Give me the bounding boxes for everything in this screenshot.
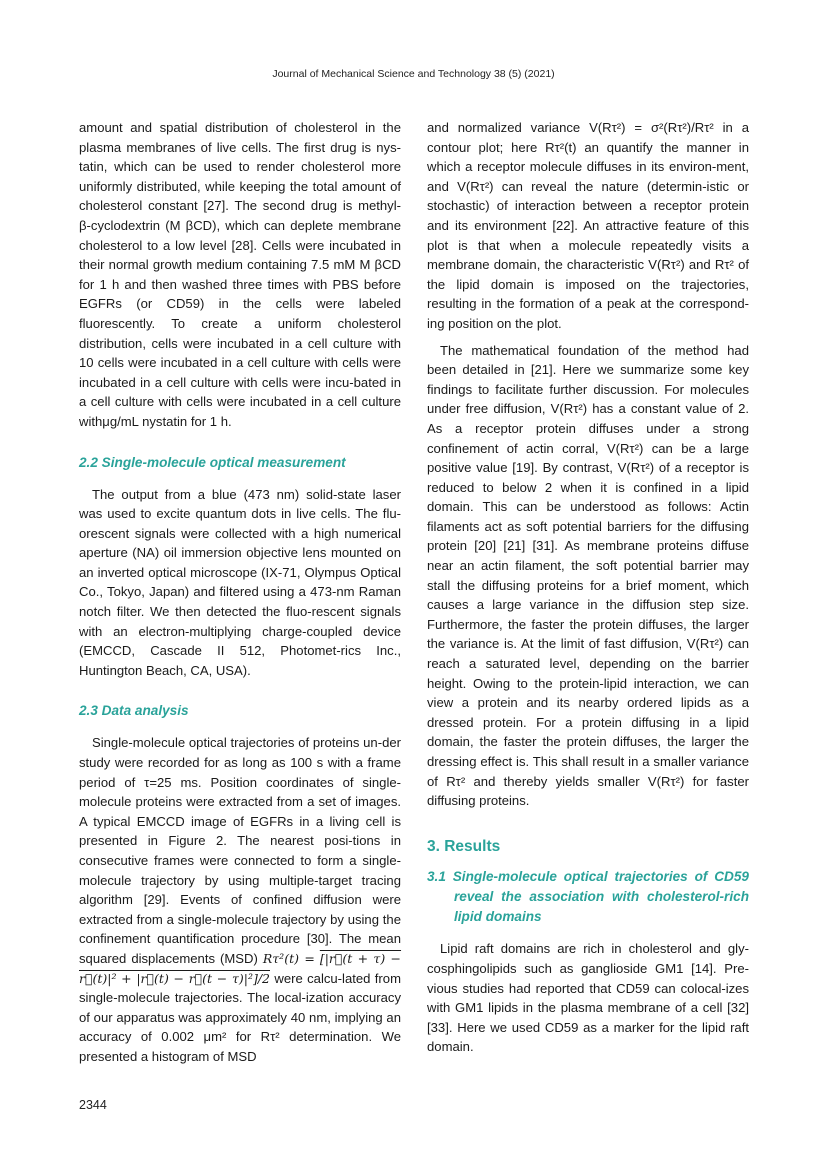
subsection-heading-3-1: 3.1 Single-molecule optical trajectories of CD59 reveal the association with cholesterol-rich lipid domains	[427, 869, 749, 925]
page-number: 2344	[79, 1098, 107, 1112]
msd-symbol: Rτ²(t) =	[262, 950, 315, 966]
paragraph-optical-measurement: The output from a blue (473 nm) solid-state laser was used to excite quantum dots in live cells. The flu-orescent signals were collected with a high numerical aperture (NA) oil immersion objective lens mounted on an inverted optical microscope (IX-71, Olympus Optical Co., Tokyo, Japan) and filtered using a 473-nm Raman notch filter. We then detected the fluo-rescent signals with an electron-multiplying charge-coupled device (EMCCD, Cascade II 512, Photomet-rics Inc., Huntington Beach, CA, USA).	[79, 486, 401, 678]
left-column	[79, 118, 401, 1067]
paragraph-cholesterol-drugs: amount and spatial distribution of cholesterol in the plasma membranes of live cells. The first drug is nys-tatin, which can be used to render cholesterol more uniformly distributed, while keeping the total amount of cholesterol constant [27]. The second drug is methyl- β-cyclodextrin (M βCD), which can deplete membrane cholesterol to a low level [28]. Cells were incubated in their normal growth medium containing 7.5 mM M βCD for 1 h and then washed three times with PBS before EGFRs (or CD59) in the cells were labeled fluorescently. To create a uniform cholesterol distribution, cells were incubated in a cell culture with 10 cells were incubated in a cell culture with cells were incubated in a cell culture with cells were incu-bated in a cell culture with cells were incubated in a cell culture withμg/mL nystatin for 1 h.	[79, 120, 401, 429]
data-analysis-text-a: Single-molecule optical trajectories of proteins un-der study were recorded for as long as 100 s with a frame period of τ=25 ms. Position coordinates of single-molecule proteins were extracted from a set of images. A typical EMCCD image of EGFRs in a living cell is presented in Figure 2. The nearest posi-tions in consecutive frames were connected to form a single-molecule trajectory by using multiple-target tracing algorithm [29]. Events of confined diffusion were extracted from a single-molecule trajectory by using the confinement quantification procedure [30]. The mean squared displacements (MSD)	[79, 735, 401, 966]
running-header: Journal of Mechanical Science and Technology 38 (5) (2021)	[272, 68, 555, 80]
subsection-heading-2-3: 2.3 Data analysis	[79, 703, 189, 719]
paragraph-normalized-variance: and normalized variance V(Rτ²) = σ²(Rτ²)/Rτ² in a contour plot; here Rτ²(t) an quantify the manner in which a receptor molecule diffuses in its environ-ment, and V(Rτ²) can reveal the nature (determin-istic or stochastic) of interaction between a receptor protein and its environment [22]. An attractive feature of this plot is that when a molecule repeatedly visits a membrane domain, the characteristic V(Rτ²) and Rτ² of the lipid domain is imposed on the trajectories, resulting in the formation of a peak at the correspond-ing position on the plot.	[427, 120, 749, 331]
section-heading-results: 3. Results	[427, 837, 501, 855]
subsection-heading-2-2: 2.2 Single-molecule optical measurement	[79, 454, 346, 470]
paragraph-mathematical-foundation: The mathematical foundation of the method had been detailed in [21]. Here we summarize some key findings to facilitate further discussion. For molecules under free diffusion, V(Rτ²) has a constant value of 2. As a receptor protein diffuses under a strong confinement of actin corral, V(Rτ²) can be a large positive value [19]. By contrast, V(Rτ²) of a receptor is reduced to below 2 when it is confined in a lipid domain. This can be understood as follows: Actin filaments act as soft potential barriers for the diffusing protein [20] [21] [31]. As membrane proteins diffuse near an actin filament, the soft potential barrier may stall the diffusing proteins for a brief moment, which causes a large variance in the diffusion step size. Furthermore, the faster the protein diffuses, the larger the variance is. At the limit of fast diffusion, V(Rτ²) can reach a saturated level, depending on the barrier height. Owing to the protein-lipid interaction, we can view a protein and its nearby ordered lipids as a dressed protein. For a protein diffusing in a lipid domain, the faster the protein diffuses, the larger the dressing effect is. This shall result in a smaller variance of Rτ² and thereby yields smaller V(Rτ²) for faster diffusing proteins.	[427, 342, 749, 809]
msd-formula: [|r⃗(t + τ) − r⃗(t)|² + |r⃗(t) − r⃗(t − τ)|²]/2	[79, 950, 402, 986]
paragraph-data-analysis	[79, 733, 401, 1066]
data-analysis-text-b: were calcu-lated from single-molecule trajectories. The local-ization accuracy of our apparatus was approximately 40 nm, implying an accuracy of 0.002 μm² for Rτ² determination. We presented a histogram of MSD	[79, 970, 401, 1064]
right-column	[427, 118, 749, 1057]
paragraph-lipid-raft: Lipid raft domains are rich in cholesterol and gly-cosphingolipids such as ganglioside GM1 [14]. Pre-vious studies had reported that CD59 can colocal-izes with GM1 lipids in the plasma membrane of a cell [32] [33]. Here we used CD59 as a marker for the lipid raft domain.	[427, 941, 749, 1055]
